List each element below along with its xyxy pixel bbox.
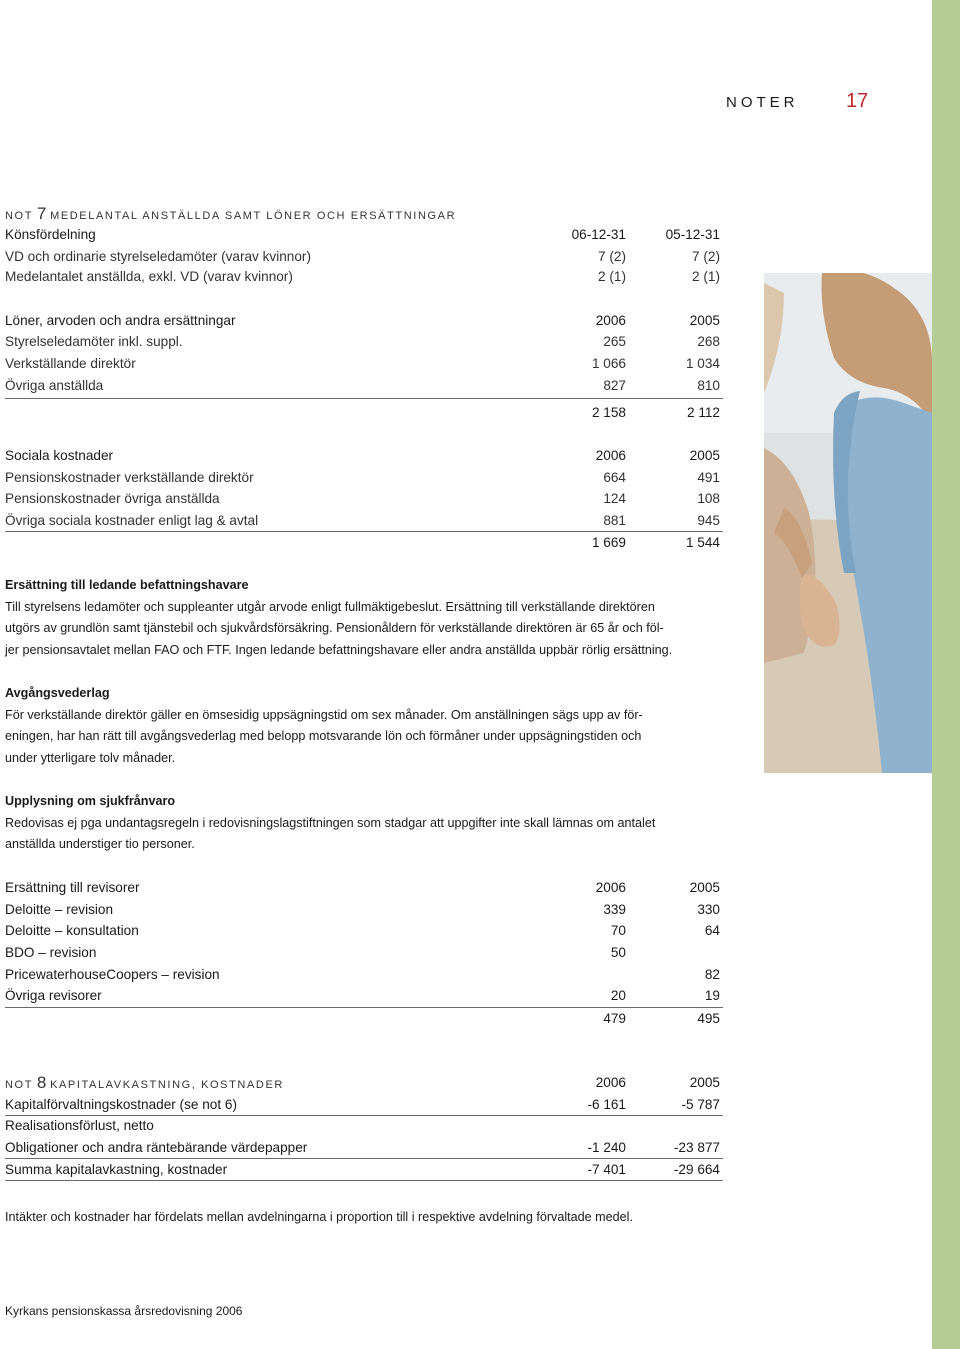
social-col2: 2005 (689, 448, 720, 463)
salaries-col1: 2006 (595, 313, 626, 328)
note7-number: 7 (36, 204, 47, 223)
row-label: Summa kapitalavkastning, kostnader (5, 1162, 228, 1177)
salaries-col2: 2005 (689, 313, 720, 328)
section-title: NOTER (726, 94, 799, 111)
gender-title: Könsfördelning (5, 227, 96, 242)
paragraph-line: utgörs av grundlön samt tjänstebil och sjukvårdsförsäkring. Pensionåldern för verkställande direktören är 65 år och föl- (5, 621, 664, 636)
row-value-2006: 50 (610, 945, 626, 960)
social-col1: 2006 (595, 448, 626, 463)
paragraph-line: För verkställande direktör gäller en ömsesidig uppsägningstid om sex månader. Om anställningen sägs upp av för- (5, 707, 643, 722)
row-label: Obligationer och andra räntebärande värdepapper (5, 1140, 308, 1155)
row-value-2006: -7 401 (587, 1162, 626, 1177)
row-value-2006: 339 (603, 902, 626, 917)
row-label: Medelantalet anställda, exkl. VD (varav kvinnor) (5, 269, 293, 284)
row-label: Verkställande direktör (5, 356, 136, 371)
row-value-2006: 70 (610, 923, 626, 938)
row-value-2005: 330 (697, 902, 720, 917)
note7-heading (5, 203, 721, 225)
severance-paragraph (5, 683, 740, 770)
table-row (5, 942, 721, 964)
auditors-total-row (5, 1008, 721, 1030)
row-value-2006: -6 161 (587, 1097, 626, 1112)
paragraph-line: Till styrelsens ledamöter och suppleanter utgår arvode enligt fullmäktigebeslut. Ersättning till verkställande direktören (5, 599, 655, 614)
note8-footnote: Intäkter och kostnader har fördelats mellan avdelningarna i proportion till i respektive avdelning förvaltade medel. (5, 1210, 633, 1224)
row-value-2005: 945 (697, 513, 720, 528)
gender-col2: 05-12-31 (665, 227, 720, 242)
child-beach-photo (764, 273, 932, 773)
table-row (5, 964, 721, 986)
auditors-col1: 2006 (595, 880, 626, 895)
total-2005: 2 112 (686, 405, 720, 420)
row-value-2006: 20 (610, 988, 626, 1003)
divider (5, 398, 723, 399)
paragraph-line: jer pensionsavtalet mellan FAO och FTF. Ingen ledande befattningshavare eller andra anställda uppbär rörlig ersättning. (5, 643, 673, 658)
social-title: Sociala kostnader (5, 448, 114, 463)
row-value-2005: -29 664 (673, 1162, 720, 1177)
row-value-2005: 1 034 (685, 356, 720, 371)
row-label: Övriga revisorer (5, 988, 102, 1003)
severance-title: Avgångsvederlag (5, 686, 110, 700)
table-row (5, 510, 721, 532)
table-row (5, 1159, 721, 1181)
row-value-2006: -1 240 (587, 1140, 626, 1155)
auditors-header-row (5, 877, 721, 899)
row-label: VD och ordinarie styrelseledamöter (varav kvinnor) (5, 249, 311, 264)
table-row (5, 899, 721, 921)
table-row (5, 985, 721, 1007)
total-2005: 495 (697, 1011, 720, 1026)
note8-heading-row (5, 1072, 721, 1094)
table-row (5, 246, 721, 268)
auditors-col2: 2005 (689, 880, 720, 895)
row-value-2006: 265 (603, 334, 626, 349)
table-row (5, 920, 721, 942)
sickleave-title: Upplysning om sjukfrånvaro (5, 794, 176, 808)
row-value-2005: 491 (697, 470, 720, 485)
row-value-2005: 810 (697, 378, 720, 393)
gender-col1: 06-12-31 (571, 227, 626, 242)
note7-title: MEDELANTAL ANSTÄLLDA SAMT LÖNER OCH ERSÄTTNINGAR (50, 210, 457, 222)
auditors-title: Ersättning till revisorer (5, 880, 140, 895)
row-value-2005: 82 (704, 967, 720, 982)
paragraph-line: anställda understiger tio personer. (5, 837, 195, 852)
row-value-2005: 7 (2) (692, 249, 720, 264)
side-color-strip (932, 0, 960, 1349)
row-value-2005: 2 (1) (692, 269, 720, 284)
note8-number: 8 (36, 1073, 47, 1092)
total-2006: 1 669 (591, 535, 626, 550)
row-label: Styrelseledamöter inkl. suppl. (5, 334, 183, 349)
management-paragraph (5, 575, 740, 662)
row-label: Realisationsförlust, netto (5, 1118, 154, 1133)
table-row (5, 488, 721, 510)
table-row (5, 1094, 721, 1116)
row-value-2005: 268 (697, 334, 720, 349)
row-label: Deloitte – konsultation (5, 923, 139, 938)
salaries-header-row (5, 310, 721, 332)
table-row (5, 467, 721, 489)
row-value-2005: 108 (697, 491, 720, 506)
table-row (5, 266, 721, 288)
total-2006: 2 158 (591, 405, 626, 420)
row-value-2005: -23 877 (673, 1140, 720, 1155)
row-value-2006: 7 (2) (598, 249, 626, 264)
row-label: Pensionskostnader övriga anställda (5, 491, 220, 506)
social-header-row (5, 445, 721, 467)
paragraph-line: under ytterligare tolv månader. (5, 751, 176, 766)
gender-header-row (5, 224, 721, 246)
row-label: Deloitte – revision (5, 902, 114, 917)
note8-prefix: NOT (5, 1079, 34, 1091)
note8-col2: 2005 (689, 1075, 720, 1090)
row-value-2006: 881 (603, 513, 626, 528)
salaries-total-row (5, 402, 721, 424)
note7-prefix: NOT (5, 210, 34, 222)
table-row (5, 1115, 721, 1137)
row-value-2005: 19 (704, 988, 720, 1003)
row-value-2006: 1 066 (591, 356, 626, 371)
table-row (5, 331, 721, 353)
total-2006: 479 (603, 1011, 626, 1026)
sickleave-paragraph (5, 791, 740, 856)
social-total-row (5, 532, 721, 554)
table-row (5, 1137, 721, 1159)
row-label: Pensionskostnader verkställande direktör (5, 470, 254, 485)
row-label: Övriga sociala kostnader enligt lag & avtal (5, 513, 259, 528)
row-value-2005: -5 787 (681, 1097, 720, 1112)
page-number: 17 (846, 90, 869, 112)
management-title: Ersättning till ledande befattningshavare (5, 578, 249, 592)
divider (5, 1180, 723, 1181)
row-value-2006: 664 (603, 470, 626, 485)
row-value-2006: 827 (603, 378, 626, 393)
page-footer: Kyrkans pensionskassa årsredovisning 2006 (5, 1304, 243, 1318)
note8-col1: 2006 (595, 1075, 626, 1090)
note8-title: KAPITALAVKASTNING, KOSTNADER (50, 1079, 284, 1091)
row-value-2005: 64 (704, 923, 720, 938)
row-label: Övriga anställda (5, 378, 104, 393)
paragraph-line: eningen, har han rätt till avgångsvederlag med belopp motsvarande lön och förmåner under uppsägningstiden och (5, 729, 642, 744)
table-row (5, 353, 721, 375)
row-label: PricewaterhouseCoopers – revision (5, 967, 220, 982)
total-2005: 1 544 (685, 535, 720, 550)
photo-illustration (764, 273, 932, 773)
row-value-2006: 2 (1) (598, 269, 626, 284)
paragraph-line: Redovisas ej pga undantagsregeln i redovisningslagstiftningen som stadgar att uppgifter inte skall lämnas om antalet (5, 815, 656, 830)
salaries-title: Löner, arvoden och andra ersättningar (5, 313, 236, 328)
row-label: BDO – revision (5, 945, 97, 960)
row-label: Kapitalförvaltningskostnader (se not 6) (5, 1097, 237, 1112)
row-value-2006: 124 (603, 491, 626, 506)
table-row (5, 375, 721, 397)
